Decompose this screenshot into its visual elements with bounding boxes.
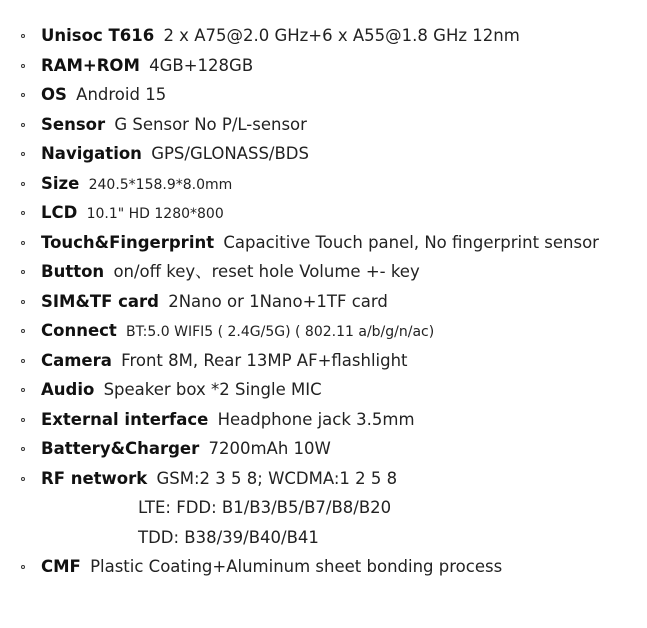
spec-value: G Sensor No P/L-sensor — [114, 114, 307, 134]
spec-item-lcd — [0, 198, 647, 228]
spec-label: External interface — [41, 409, 209, 429]
bullet-icon — [21, 93, 25, 97]
bullet-icon — [21, 123, 25, 127]
spec-item-connect — [0, 316, 647, 346]
spec-label: Touch&Fingerprint — [41, 232, 215, 252]
spec-value: Android 15 — [76, 85, 167, 104]
spec-item-navigation — [0, 139, 647, 169]
spec-item-chipset — [0, 21, 647, 51]
rf-network-tdd: TDD: B38/39/B40/B41 — [138, 527, 319, 547]
spec-value: 10.1" HD 1280*800 — [86, 206, 224, 222]
spec-label: Navigation — [41, 144, 142, 163]
spec-item-size — [0, 169, 647, 199]
spec-item-audio — [0, 375, 647, 405]
spec-item-touch-fingerprint — [0, 228, 647, 258]
bullet-icon — [21, 64, 25, 68]
spec-value: Front 8M, Rear 13MP AF+flashlight — [121, 350, 408, 370]
spec-label: SIM&TF card — [41, 291, 159, 311]
spec-value: GPS/GLONASS/BDS — [151, 144, 309, 163]
bullet-icon — [21, 241, 25, 245]
spec-label: Battery&Charger — [41, 439, 200, 458]
spec-value: 240.5*158.9*8.0mm — [88, 176, 233, 193]
spec-item-ram-rom — [0, 51, 647, 81]
bullet-icon — [21, 329, 25, 333]
rf-network-lte-fdd: LTE: FDD: B1/B3/B5/B7/B8/B20 — [138, 498, 392, 517]
spec-value: 4GB+128GB — [149, 55, 254, 75]
spec-value: GSM:2 3 5 8; WCDMA:1 2 5 8 — [156, 468, 398, 488]
spec-item-button — [0, 257, 647, 287]
bullet-icon — [21, 447, 25, 451]
spec-value: Headphone jack 3.5mm — [217, 409, 415, 429]
spec-label: Camera — [41, 350, 112, 370]
spec-list — [0, 21, 647, 582]
spec-value: Plastic Coating+Aluminum sheet bonding process — [90, 557, 503, 576]
spec-value: 7200mAh 10W — [208, 439, 331, 458]
bullet-icon — [21, 211, 25, 215]
spec-value: Capacitive Touch panel, No fingerprint sensor — [223, 232, 599, 252]
spec-value: 2 x A75@2.0 GHz+6 x A55@1.8 GHz 12nm — [163, 26, 520, 45]
spec-value: BT:5.0 WIFI5 ( 2.4G/5G) ( 802.11 a/b/g/n/ac) — [126, 324, 435, 340]
spec-label: LCD — [41, 203, 78, 222]
spec-label: Connect — [41, 321, 117, 340]
bullet-icon — [21, 388, 25, 392]
spec-label: Audio — [41, 380, 95, 399]
spec-item-camera — [0, 346, 647, 376]
bullet-icon — [21, 418, 25, 422]
bullet-icon — [21, 300, 25, 304]
spec-item-cmf — [0, 552, 647, 582]
spec-item-sim-tf — [0, 287, 647, 317]
spec-item-rf-network — [0, 464, 647, 494]
bullet-icon — [21, 152, 25, 156]
spec-label: Sensor — [41, 114, 106, 134]
bullet-icon — [21, 565, 25, 569]
spec-label: RAM+ROM — [41, 55, 140, 75]
spec-item-external-interface — [0, 405, 647, 435]
bullet-icon — [21, 34, 25, 38]
spec-item-sensor — [0, 110, 647, 140]
spec-value: on/off key、reset hole Volume +- key — [113, 262, 420, 281]
bullet-icon — [21, 477, 25, 481]
bullet-icon — [21, 270, 25, 274]
spec-item-battery-charger — [0, 434, 647, 464]
spec-label: Button — [41, 262, 105, 281]
bullet-icon — [21, 182, 25, 186]
spec-label: Size — [41, 173, 80, 193]
spec-label: RF network — [41, 468, 148, 488]
spec-value: 2Nano or 1Nano+1TF card — [168, 291, 388, 311]
spec-value: Speaker box *2 Single MIC — [103, 380, 322, 399]
spec-label: OS — [41, 85, 67, 104]
spec-item-os — [0, 80, 647, 110]
spec-label: CMF — [41, 557, 81, 576]
spec-label: Unisoc T616 — [41, 26, 155, 45]
bullet-icon — [21, 359, 25, 363]
